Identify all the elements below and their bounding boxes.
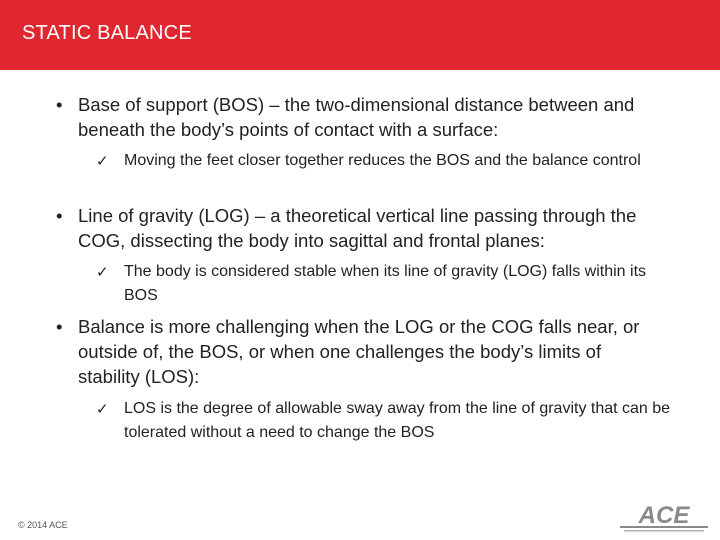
sub-bullet-text: The body is considered stable when its line of gravity (LOG) falls within its BOS	[124, 263, 647, 304]
slide-title: STATIC BALANCE	[22, 22, 192, 44]
sub-bullet-item	[96, 397, 676, 445]
sub-bullet-item	[96, 149, 676, 173]
sub-bullet-text: LOS is the degree of allowable sway away from the line of gravity that can be tolerated without a need to change the BOS	[124, 400, 671, 441]
ace-logo	[620, 502, 710, 534]
bullet-item	[56, 203, 666, 253]
bullet-item	[56, 314, 666, 389]
sub-bullet-item	[96, 260, 676, 308]
logo-tagline-line	[624, 530, 704, 532]
checkmark-icon: ✓	[96, 152, 109, 170]
bullet-text: Base of support (BOS) – the two-dimensional distance between and beneath the body’s points of contact with a surface:	[78, 94, 635, 140]
copyright-text: © 2014 ACE	[18, 520, 68, 530]
checkmark-icon: ✓	[96, 400, 109, 418]
bullet-icon: •	[56, 205, 63, 226]
title-bar	[0, 0, 720, 70]
bullet-icon: •	[56, 94, 63, 115]
logo-wordmark: ACE	[638, 502, 690, 529]
bullet-text: Balance is more challenging when the LOG or the COG falls near, or outside of, the BOS, or when one challenges the body’s limits of stability (LOS):	[78, 316, 640, 387]
checkmark-icon: ✓	[96, 263, 109, 281]
sub-bullet-text: Moving the feet closer together reduces the BOS and the balance control	[124, 152, 641, 169]
bullet-text: Line of gravity (LOG) – a theoretical vertical line passing through the COG, dissecting the body into sagittal and frontal planes:	[78, 205, 637, 251]
bullet-item	[56, 92, 666, 142]
bullet-icon: •	[56, 316, 63, 337]
